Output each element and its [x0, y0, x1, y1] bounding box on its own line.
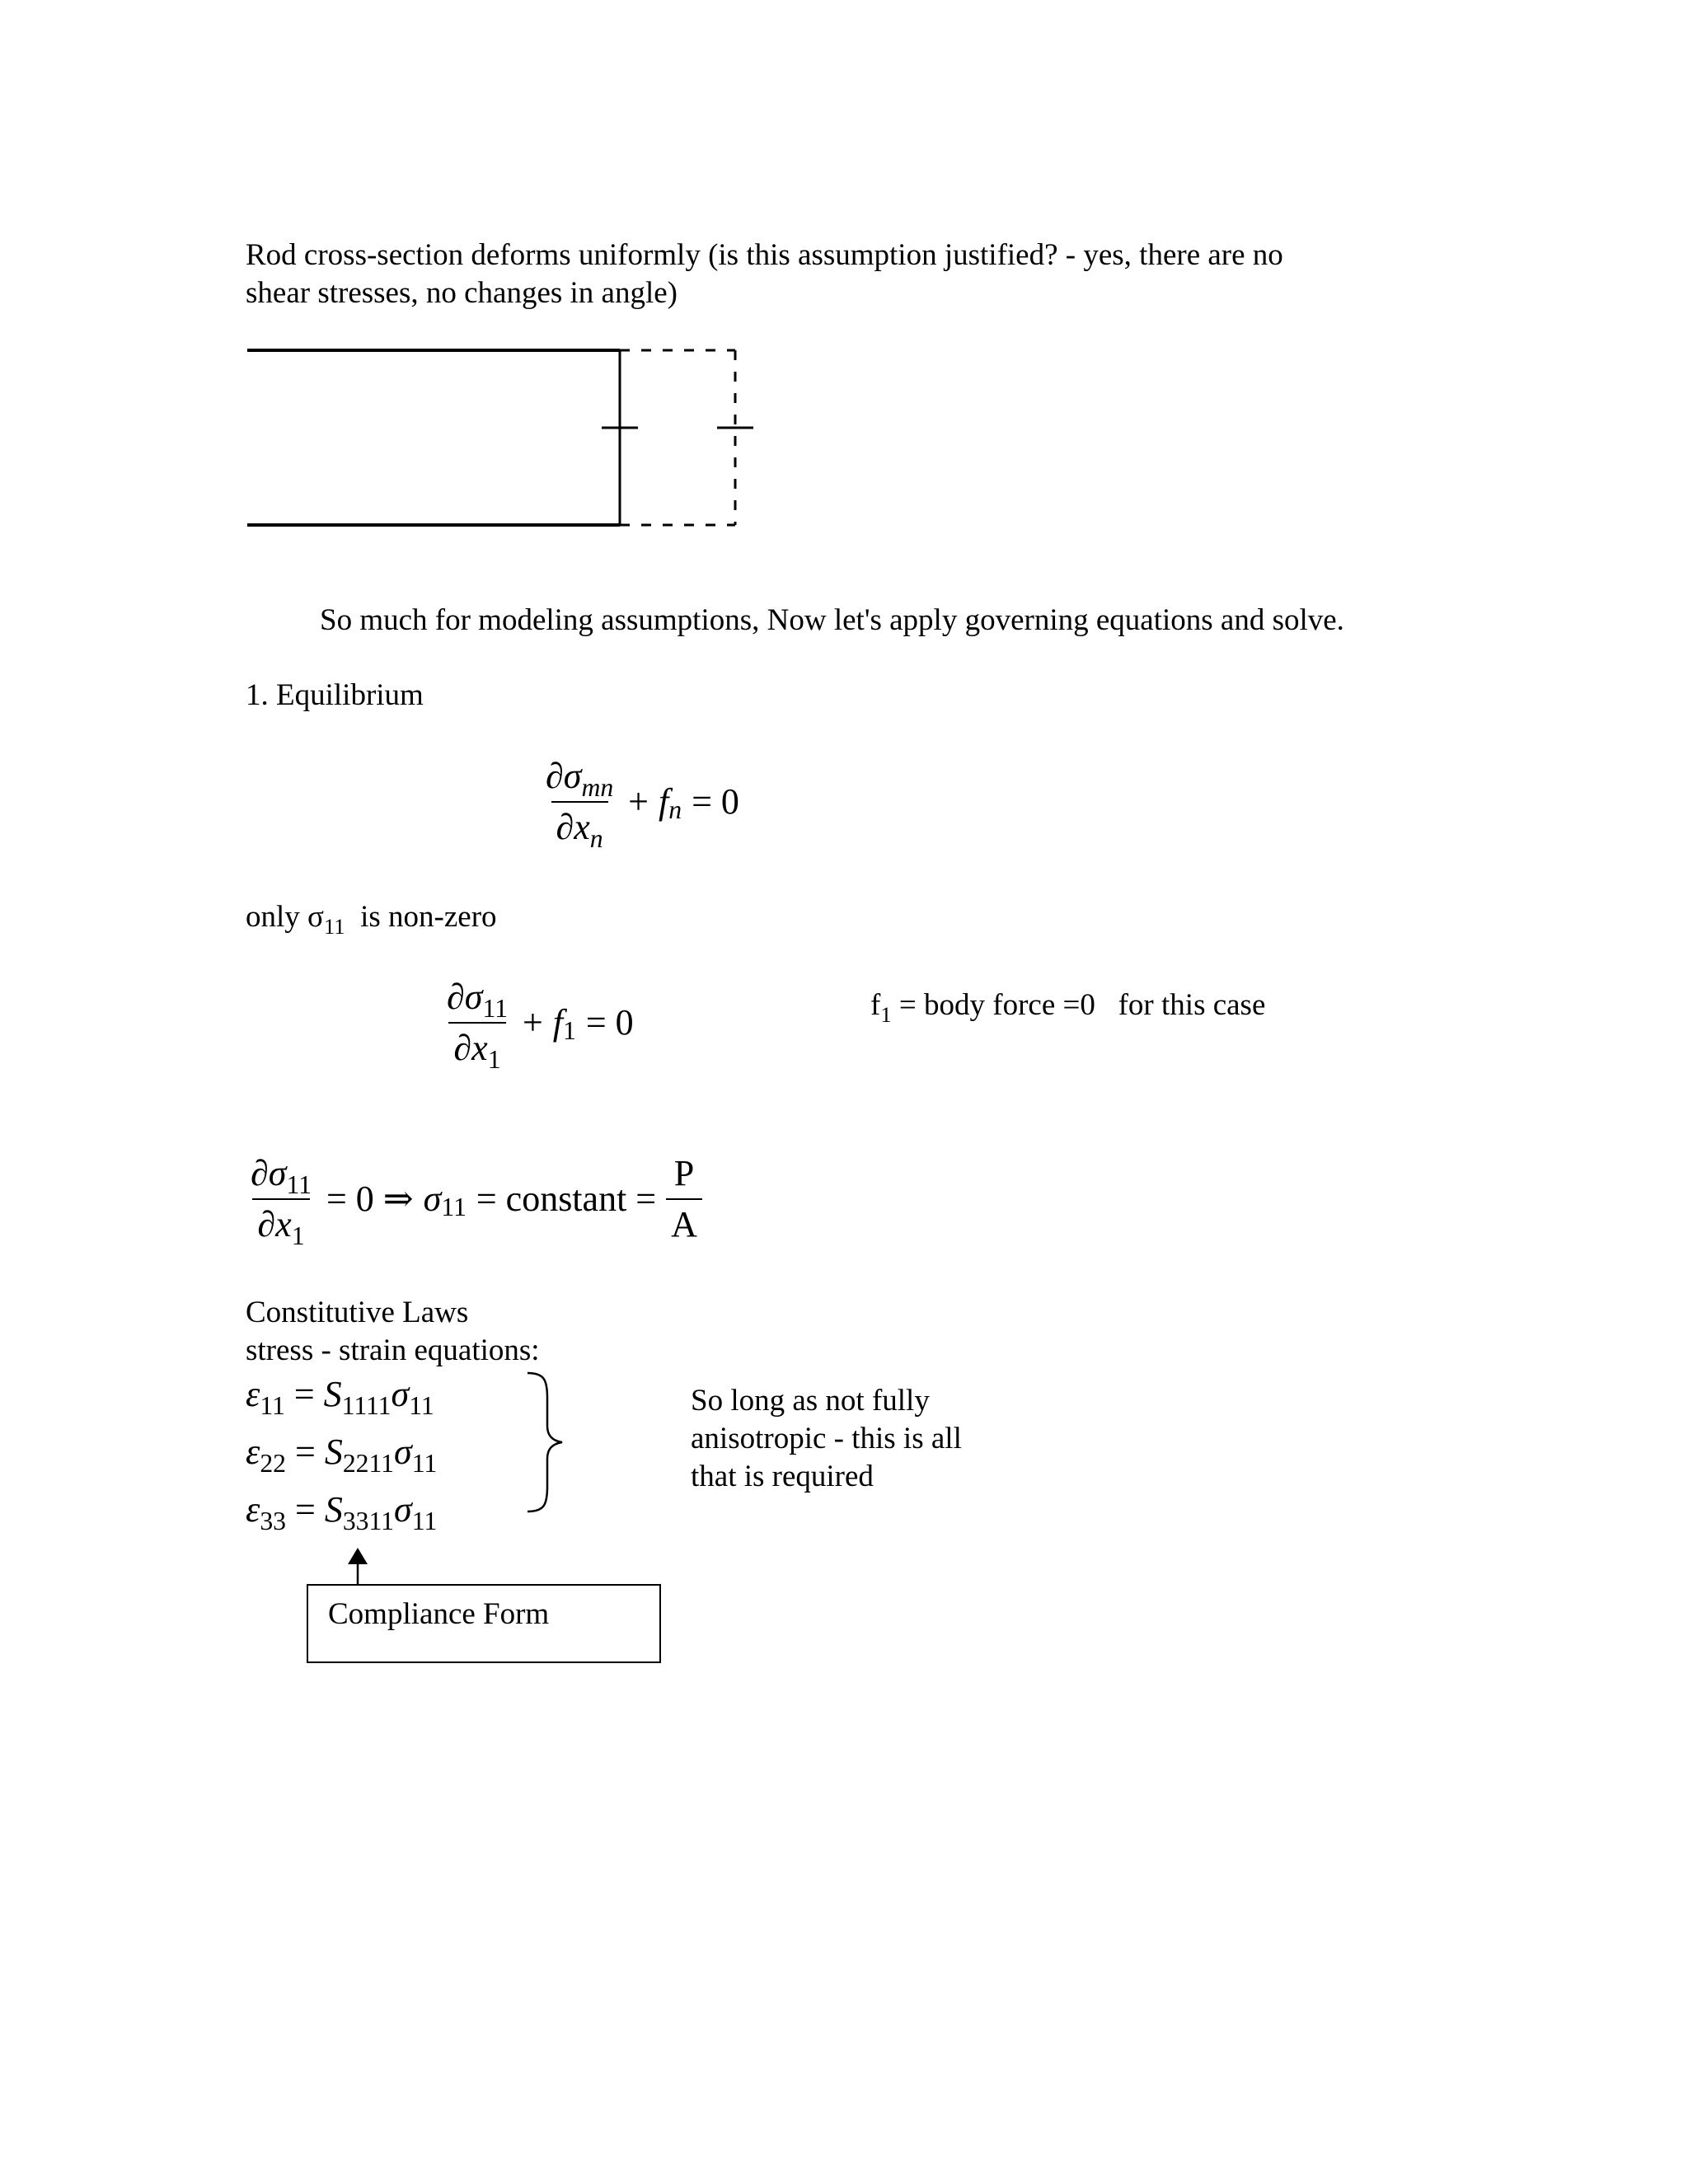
intro-line-1: Rod cross-section deforms uniformly (is this assumption justified? - yes, there are no — [246, 238, 1283, 272]
partial-fraction: $\frac{\partial\sigma_{11}}{\partial x_1}$ — [447, 977, 508, 1075]
anisotropic-note-line-1: So long as not fully — [691, 1384, 930, 1418]
strain-equation-2: $\varepsilon_{22} = S_{2211}\sigma_{11}$ — [246, 1432, 438, 1479]
up-arrow-icon — [343, 1546, 373, 1587]
partial-fraction: $\frac{\partial\sigma_{11}}{\partial x_1}$ — [251, 1153, 312, 1251]
equilibrium-equation: $\frac{\partial\sigma_{mn}}{\partial x_n}$ + f n = 0 — [541, 758, 739, 846]
anisotropic-note-line-3: that is required — [691, 1460, 874, 1493]
strain-equation-1: $\varepsilon_{11} = S_{1111}\sigma_{11}$ — [246, 1374, 434, 1421]
load-over-area-fraction: $\frac{P}{A}$ — [666, 1155, 702, 1243]
body-force-note: $f_1$ = body force =0 for this case — [870, 988, 1266, 1027]
compliance-form-label: Compliance Form — [328, 1597, 550, 1631]
equilibrium-heading: 1. Equilibrium — [246, 678, 424, 712]
constitutive-heading: Constitutive Laws — [246, 1296, 469, 1329]
strain-equation-3: $\varepsilon_{33} = S_{3311}\sigma_{11}$ — [246, 1489, 438, 1536]
nonzero-note: only $\sigma_{11}$ is non-zero — [246, 900, 497, 939]
constitutive-subheading: stress - strain equations: — [246, 1333, 540, 1367]
intro-line-2: shear stresses, no changes in angle) — [246, 276, 678, 310]
equilibrium-equation-reduced: $\frac{\partial\sigma_{11}}{\partial x_1}$ + f 1 = 0 — [442, 979, 634, 1066]
transition-sentence: So much for modeling assumptions, Now let's apply governing equations and solve. — [320, 603, 1344, 637]
stress-constant-equation: $\frac{\partial\sigma_{11}}{\partial x_1}$ = 0 ⇒ σ 11 = constant = $\frac{P}{A}$ — [246, 1155, 702, 1243]
anisotropic-note-line-2: anisotropic - this is all — [691, 1422, 962, 1455]
partial-fraction: $\frac{\partial\sigma_{mn}}{\partial x_n}$ — [546, 756, 614, 854]
rod-deformation-diagram — [239, 342, 767, 540]
compliance-form-box — [307, 1584, 661, 1663]
curly-brace — [519, 1368, 569, 1516]
